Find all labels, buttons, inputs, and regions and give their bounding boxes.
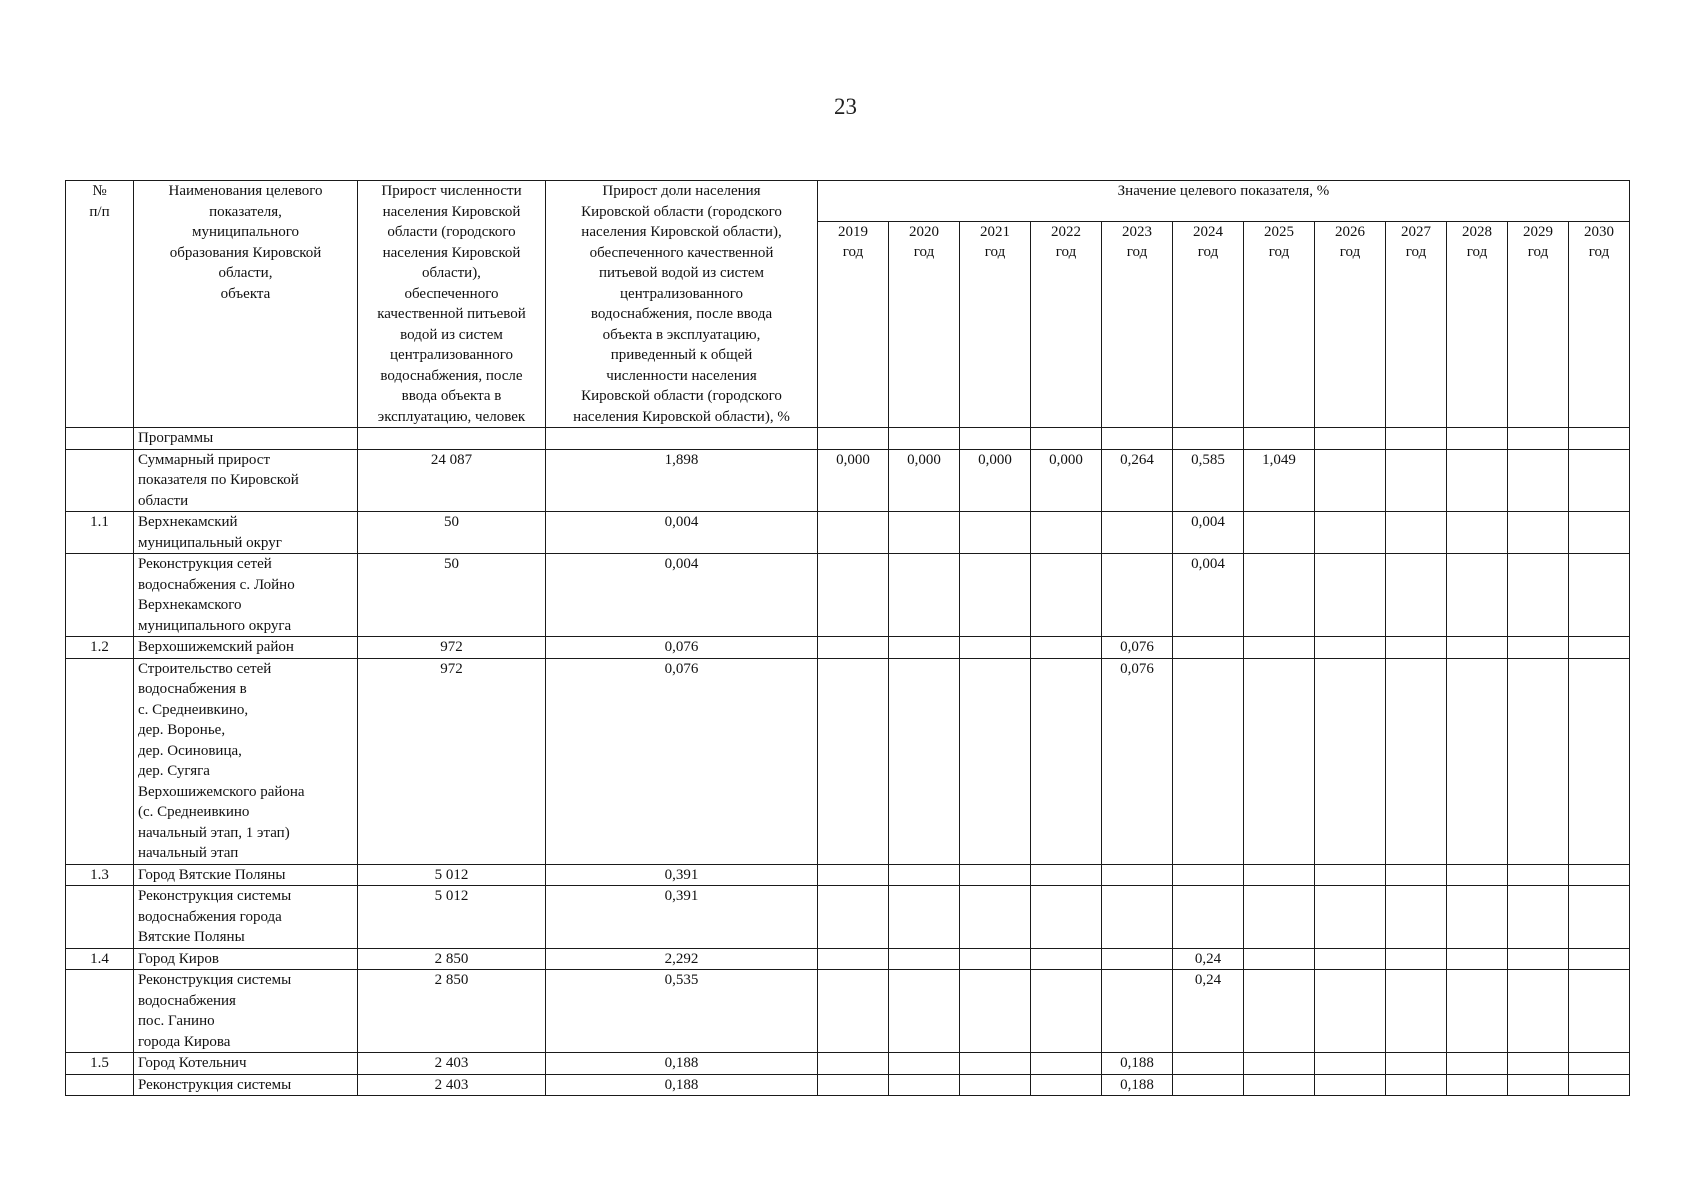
table-row [66, 637, 1630, 659]
row-number [66, 970, 134, 1053]
row-year-value [1508, 970, 1569, 1053]
row-number [66, 1074, 134, 1096]
header-year: 2026 год [1315, 221, 1386, 427]
row-year-value [1569, 886, 1630, 949]
header-population-increase: Прирост численности населения Кировской области (городского населения Кировской области), обеспеченного качественной питьевой водой из систем централизованного водоснабжения, после ввода объекта в эксплуатацию, человек [358, 181, 546, 428]
row-year-value [1508, 658, 1569, 864]
row-year-value [889, 512, 960, 554]
row-year-value [1173, 1074, 1244, 1096]
row-year-value [889, 864, 960, 886]
row-share-increase: 0,391 [546, 886, 818, 949]
row-year-value [1447, 428, 1508, 450]
row-share-increase: 0,391 [546, 864, 818, 886]
table-row [66, 886, 1630, 949]
header-year: 2020 год [889, 221, 960, 427]
row-year-value [1447, 864, 1508, 886]
header-share-increase: Прирост доли населения Кировской области (городского населения Кировской области), обеспеченного качественной питьевой водой из систем централизованного водоснабжения, после ввода объекта в эксплуатацию, приведенный к общей численности населения Кировской области (городского населения Кировской области), % [546, 181, 818, 428]
row-share-increase: 0,004 [546, 512, 818, 554]
row-year-value [1315, 512, 1386, 554]
table-row [66, 512, 1630, 554]
row-name: Программы [134, 428, 358, 450]
row-year-value: 0,004 [1173, 554, 1244, 637]
table-row [66, 554, 1630, 637]
row-year-value [889, 970, 960, 1053]
row-year-value [1508, 554, 1569, 637]
row-year-value: 0,24 [1173, 948, 1244, 970]
row-year-value [1173, 658, 1244, 864]
row-year-value: 1,049 [1244, 449, 1315, 512]
row-year-value [1031, 554, 1102, 637]
row-year-value [1569, 637, 1630, 659]
table-body [66, 428, 1630, 1096]
header-year: 2028 год [1447, 221, 1508, 427]
row-year-value: 0,24 [1173, 970, 1244, 1053]
row-year-value [1031, 1074, 1102, 1096]
row-population-increase: 2 850 [358, 970, 546, 1053]
row-year-value [1315, 886, 1386, 949]
header-year: 2024 год [1173, 221, 1244, 427]
row-year-value [960, 554, 1031, 637]
row-year-value [1244, 554, 1315, 637]
row-year-value [1173, 1053, 1244, 1075]
row-year-value [1386, 512, 1447, 554]
row-year-value [1102, 554, 1173, 637]
row-population-increase: 2 403 [358, 1053, 546, 1075]
table-row [66, 658, 1630, 864]
row-year-value [1315, 864, 1386, 886]
row-year-value [889, 1074, 960, 1096]
row-year-value [1244, 658, 1315, 864]
row-year-value [818, 970, 889, 1053]
header-year: 2027 год [1386, 221, 1447, 427]
row-year-value [1031, 970, 1102, 1053]
header-number: № п/п [66, 181, 134, 428]
row-year-value [889, 948, 960, 970]
row-name: Реконструкция системы водоснабжения пос. Ганино города Кирова [134, 970, 358, 1053]
row-year-value [1569, 970, 1630, 1053]
header-target-value: Значение целевого показателя, % [818, 181, 1630, 222]
row-name: Город Котельнич [134, 1053, 358, 1075]
header-year: 2023 год [1102, 221, 1173, 427]
row-year-value: 0,264 [1102, 449, 1173, 512]
row-year-value [1447, 970, 1508, 1053]
row-year-value [1315, 970, 1386, 1053]
row-year-value [1173, 428, 1244, 450]
row-number [66, 658, 134, 864]
row-year-value [1386, 1074, 1447, 1096]
row-population-increase: 972 [358, 658, 546, 864]
row-year-value [889, 1053, 960, 1075]
row-share-increase: 0,535 [546, 970, 818, 1053]
row-population-increase: 50 [358, 512, 546, 554]
header-year: 2029 год [1508, 221, 1569, 427]
row-year-value [1508, 948, 1569, 970]
row-year-value [1386, 658, 1447, 864]
row-population-increase: 2 403 [358, 1074, 546, 1096]
row-name: Строительство сетей водоснабжения в с. Среднеивкино, дер. Воронье, дер. Осиновица, дер. Сугяга Верхошижемского района (с. Среднеивкино начальный этап, 1 этап) начальный этап [134, 658, 358, 864]
row-year-value [818, 637, 889, 659]
row-year-value [960, 970, 1031, 1053]
row-name: Реконструкция системы водоснабжения города Вятские Поляны [134, 886, 358, 949]
row-number: 1.2 [66, 637, 134, 659]
row-year-value [960, 1074, 1031, 1096]
row-year-value [1447, 886, 1508, 949]
row-share-increase: 0,188 [546, 1074, 818, 1096]
row-year-value [1315, 658, 1386, 864]
row-year-value [1315, 1074, 1386, 1096]
row-year-value: 0,000 [960, 449, 1031, 512]
table-row [66, 864, 1630, 886]
row-year-value [1173, 864, 1244, 886]
row-number: 1.4 [66, 948, 134, 970]
row-year-value [818, 512, 889, 554]
row-year-value [960, 512, 1031, 554]
row-year-value [1244, 970, 1315, 1053]
row-year-value [1508, 886, 1569, 949]
row-year-value [818, 554, 889, 637]
row-year-value [818, 948, 889, 970]
row-population-increase: 2 850 [358, 948, 546, 970]
row-name: Верхошижемский район [134, 637, 358, 659]
row-number [66, 554, 134, 637]
row-year-value [1315, 948, 1386, 970]
row-year-value [1244, 637, 1315, 659]
row-year-value [1508, 428, 1569, 450]
row-share-increase: 0,076 [546, 637, 818, 659]
row-year-value [1031, 948, 1102, 970]
row-year-value [818, 886, 889, 949]
row-year-value [1447, 637, 1508, 659]
row-year-value [960, 428, 1031, 450]
row-name: Реконструкция системы [134, 1074, 358, 1096]
row-year-value [1315, 449, 1386, 512]
row-year-value [1031, 886, 1102, 949]
row-year-value [1569, 658, 1630, 864]
row-year-value [1244, 864, 1315, 886]
row-year-value [960, 637, 1031, 659]
row-year-value [1315, 637, 1386, 659]
row-share-increase [546, 428, 818, 450]
row-year-value [1508, 449, 1569, 512]
row-year-value [1102, 948, 1173, 970]
row-year-value [1569, 1053, 1630, 1075]
table-row [66, 428, 1630, 450]
row-year-value [1244, 1074, 1315, 1096]
row-share-increase: 0,076 [546, 658, 818, 864]
row-year-value [818, 864, 889, 886]
row-year-value [889, 554, 960, 637]
row-share-increase: 2,292 [546, 948, 818, 970]
row-year-value [1447, 1053, 1508, 1075]
row-year-value [1173, 637, 1244, 659]
row-name: Верхнекамский муниципальный округ [134, 512, 358, 554]
row-year-value [1386, 1053, 1447, 1075]
table-row [66, 449, 1630, 512]
row-year-value [960, 948, 1031, 970]
row-year-value [1244, 948, 1315, 970]
row-year-value [960, 886, 1031, 949]
row-year-value [1386, 554, 1447, 637]
row-year-value [960, 658, 1031, 864]
row-population-increase: 24 087 [358, 449, 546, 512]
row-year-value [1244, 1053, 1315, 1075]
row-number [66, 449, 134, 512]
row-year-value: 0,000 [1031, 449, 1102, 512]
row-year-value: 0,188 [1102, 1074, 1173, 1096]
row-year-value [1447, 1074, 1508, 1096]
row-number [66, 428, 134, 450]
row-year-value [1569, 512, 1630, 554]
row-year-value [1447, 449, 1508, 512]
row-year-value [1102, 864, 1173, 886]
row-year-value [1386, 449, 1447, 512]
row-year-value [1315, 554, 1386, 637]
table-row [66, 1074, 1630, 1096]
row-year-value [889, 637, 960, 659]
table-row [66, 948, 1630, 970]
row-population-increase: 50 [358, 554, 546, 637]
row-year-value [1102, 428, 1173, 450]
row-year-value: 0,076 [1102, 658, 1173, 864]
row-share-increase: 0,188 [546, 1053, 818, 1075]
row-year-value [960, 1053, 1031, 1075]
row-number: 1.3 [66, 864, 134, 886]
row-population-increase: 5 012 [358, 886, 546, 949]
indicator-table [65, 180, 1630, 1096]
row-year-value [1031, 1053, 1102, 1075]
row-year-value [818, 1053, 889, 1075]
row-year-value [1386, 428, 1447, 450]
row-number: 1.5 [66, 1053, 134, 1075]
header-year: 2021 год [960, 221, 1031, 427]
row-year-value [1031, 637, 1102, 659]
row-year-value [1569, 449, 1630, 512]
row-year-value [1031, 512, 1102, 554]
row-year-value [889, 886, 960, 949]
row-year-value [1102, 886, 1173, 949]
row-year-value [1031, 658, 1102, 864]
row-population-increase: 5 012 [358, 864, 546, 886]
header-year: 2030 год [1569, 221, 1630, 427]
header-year: 2022 год [1031, 221, 1102, 427]
row-year-value [1508, 864, 1569, 886]
row-name: Город Киров [134, 948, 358, 970]
row-year-value [1447, 512, 1508, 554]
row-year-value [1447, 948, 1508, 970]
row-year-value [1315, 1053, 1386, 1075]
row-year-value [1508, 637, 1569, 659]
row-year-value: 0,585 [1173, 449, 1244, 512]
row-year-value [1031, 864, 1102, 886]
row-year-value [818, 428, 889, 450]
row-year-value [1315, 428, 1386, 450]
row-year-value: 0,076 [1102, 637, 1173, 659]
row-year-value: 0,000 [889, 449, 960, 512]
row-year-value [1386, 948, 1447, 970]
row-year-value [1386, 970, 1447, 1053]
row-year-value [1386, 886, 1447, 949]
header-year: 2019 год [818, 221, 889, 427]
row-population-increase: 972 [358, 637, 546, 659]
row-year-value [1569, 554, 1630, 637]
row-year-value [1102, 512, 1173, 554]
row-year-value [1569, 428, 1630, 450]
row-share-increase: 0,004 [546, 554, 818, 637]
row-year-value [1244, 428, 1315, 450]
row-year-value [1031, 428, 1102, 450]
row-name: Суммарный прирост показателя по Кировской области [134, 449, 358, 512]
row-year-value [960, 864, 1031, 886]
row-year-value [1386, 864, 1447, 886]
row-year-value [1569, 1074, 1630, 1096]
row-year-value [889, 428, 960, 450]
row-year-value [818, 658, 889, 864]
row-year-value [1244, 512, 1315, 554]
row-population-increase [358, 428, 546, 450]
row-share-increase: 1,898 [546, 449, 818, 512]
row-year-value [818, 1074, 889, 1096]
row-year-value [889, 658, 960, 864]
row-number [66, 886, 134, 949]
row-year-value: 0,000 [818, 449, 889, 512]
row-year-value [1508, 1074, 1569, 1096]
page-number: 23 [834, 94, 857, 119]
row-name: Город Вятские Поляны [134, 864, 358, 886]
table-row [66, 970, 1630, 1053]
row-year-value [1244, 886, 1315, 949]
table-row [66, 1053, 1630, 1075]
row-year-value [1569, 948, 1630, 970]
row-year-value [1386, 637, 1447, 659]
row-year-value [1447, 554, 1508, 637]
row-year-value: 0,188 [1102, 1053, 1173, 1075]
row-year-value [1102, 970, 1173, 1053]
row-year-value [1173, 886, 1244, 949]
row-number: 1.1 [66, 512, 134, 554]
row-name: Реконструкция сетей водоснабжения с. Лойно Верхнекамского муниципального округа [134, 554, 358, 637]
row-year-value: 0,004 [1173, 512, 1244, 554]
header-year: 2025 год [1244, 221, 1315, 427]
row-year-value [1508, 1053, 1569, 1075]
row-year-value [1508, 512, 1569, 554]
row-year-value [1447, 658, 1508, 864]
header-name: Наименования целевого показателя, муниципального образования Кировской области, объекта [134, 181, 358, 428]
row-year-value [1569, 864, 1630, 886]
